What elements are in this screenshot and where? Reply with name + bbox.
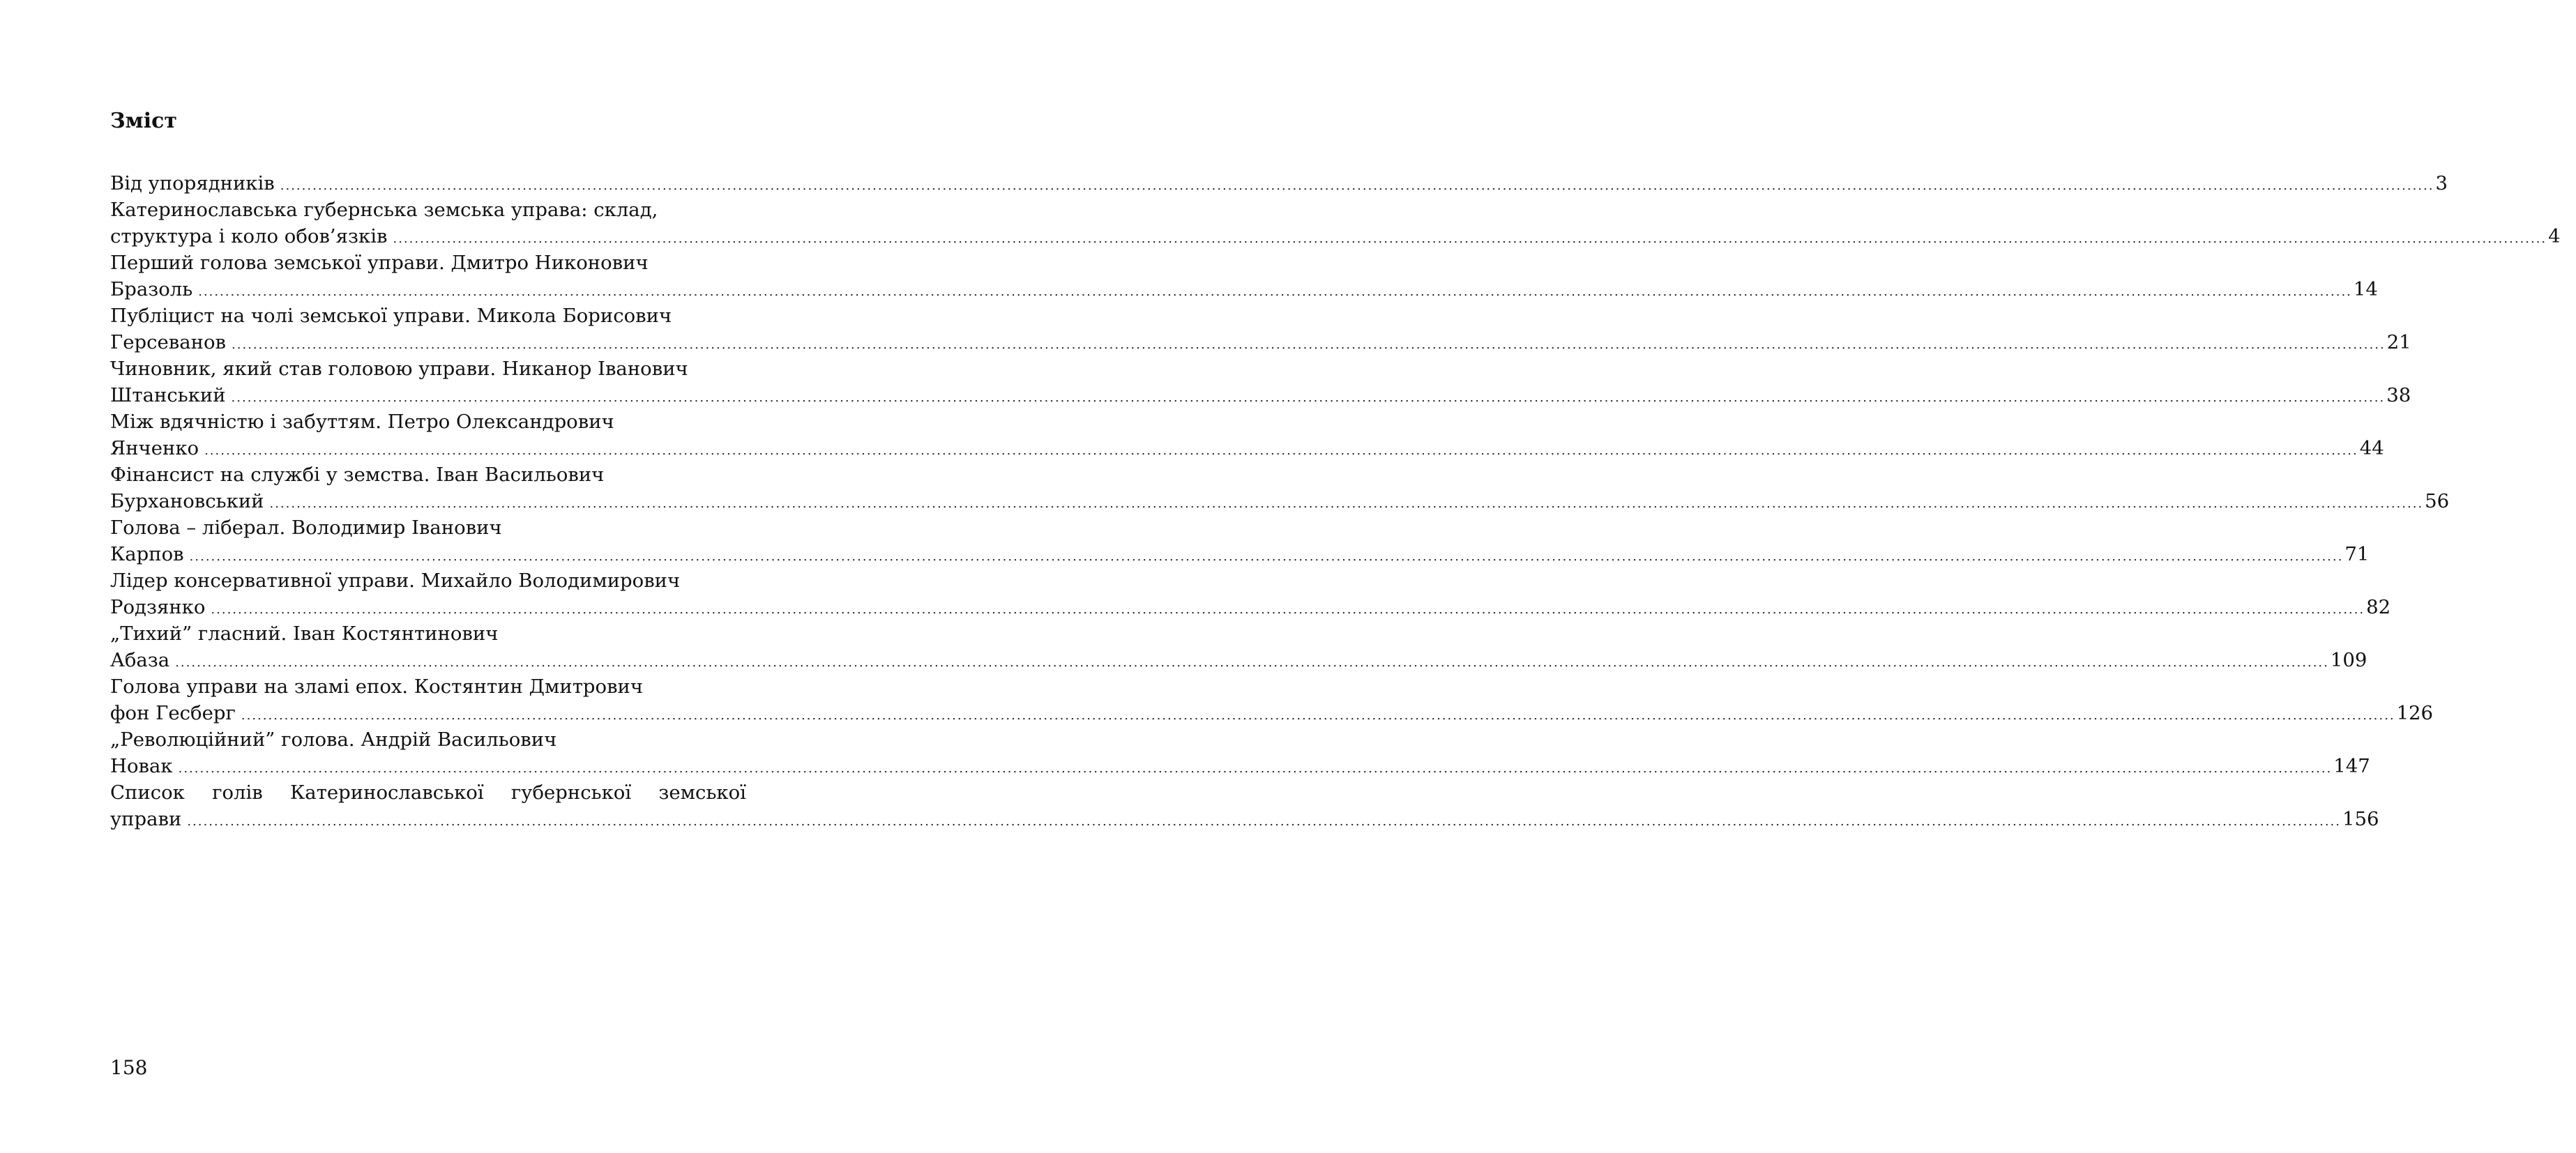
toc-entry-page-number: 4: [2548, 225, 2561, 247]
toc-entry-leader-line: [110, 329, 2411, 356]
toc-entry-title-end: Новак: [110, 755, 173, 777]
dot-leader: ................................................................................................................................................................................................................................................................................................................................................................................................................: [280, 178, 2434, 193]
toc-entry[interactable]: [110, 170, 2448, 197]
toc-entry[interactable]: [110, 250, 2378, 303]
dot-leader: ................................................................................................................................................................................................................................................................................................................................................................................................................: [241, 708, 2395, 723]
justified-word: Список: [110, 781, 185, 804]
justified-word: Катеринославської: [290, 781, 484, 804]
toc-entry-page-number: 38: [2386, 384, 2411, 406]
toc-entry-title-end: Абаза: [110, 649, 170, 671]
dot-leader: ................................................................................................................................................................................................................................................................................................................................................................................................................: [175, 655, 2329, 670]
toc-entry-leader-line: [110, 700, 2434, 726]
table-of-contents: [110, 170, 2561, 832]
toc-entry-title-line: Лідер консервативної управи. Михайло Володимирович: [110, 570, 681, 592]
toc-entry-leader-line: [110, 170, 2448, 197]
dot-leader: ................................................................................................................................................................................................................................................................................................................................................................................................................: [231, 390, 2386, 405]
dot-leader: ................................................................................................................................................................................................................................................................................................................................................................................................................: [393, 231, 2547, 246]
toc-entry[interactable]: [110, 514, 2370, 567]
toc-entry-title-line: Катеринославська губернська земська управа: склад,: [110, 199, 658, 221]
toc-entry-page-number: 126: [2396, 702, 2434, 724]
toc-entry-page-number: 56: [2425, 490, 2450, 512]
justified-word: земської: [658, 781, 746, 804]
toc-entry-page-number: 3: [2435, 172, 2448, 194]
dot-leader: ................................................................................................................................................................................................................................................................................................................................................................................................................: [211, 602, 2365, 617]
toc-entry-leader-line: [110, 223, 2561, 250]
toc-entry-title-end: управи: [110, 808, 182, 830]
justified-word: губернської: [510, 781, 632, 804]
toc-entry-page-number: 109: [2330, 649, 2367, 671]
toc-entry-title-line: „Тихий” гласний. Іван Костянтинович: [110, 623, 499, 645]
dot-leader: ................................................................................................................................................................................................................................................................................................................................................................................................................: [187, 814, 2341, 829]
toc-entry[interactable]: [110, 726, 2370, 779]
dot-leader: ................................................................................................................................................................................................................................................................................................................................................................................................................: [178, 761, 2333, 776]
toc-entry-title-end: Бурхановський: [110, 490, 264, 512]
toc-entry-page-number: 82: [2366, 596, 2391, 618]
toc-entry-leader-line: [110, 435, 2384, 461]
toc-entry[interactable]: [110, 567, 2391, 620]
toc-entry-page-number: 156: [2342, 808, 2379, 830]
toc-entry[interactable]: [110, 197, 2561, 250]
toc-entry-title-end: Бразоль: [110, 278, 193, 300]
toc-entry-title-end: Від упорядників: [110, 172, 275, 194]
toc-entry-leader-line: [110, 647, 2367, 673]
toc-entry-title-line: Між вдячністю і забуттям. Петро Олександрович: [110, 411, 614, 433]
dot-leader: ................................................................................................................................................................................................................................................................................................................................................................................................................: [198, 284, 2352, 299]
dot-leader: ................................................................................................................................................................................................................................................................................................................................................................................................................: [204, 443, 2358, 458]
toc-entry[interactable]: [110, 408, 2384, 461]
toc-entry-title-line: Голова управи на зламі епох. Костянтин Дмитрович: [110, 675, 644, 698]
toc-entry-leader-line: [110, 488, 2450, 514]
toc-entry[interactable]: [110, 673, 2434, 726]
toc-entry-title-line: Перший голова земської управи. Дмитро Никонович: [110, 252, 649, 274]
toc-entry-title-end: Штанський: [110, 384, 226, 406]
toc-entry-title-end: Карпов: [110, 543, 184, 565]
toc-entry-title-line: Публіцист на чолі земської управи. Микола Борисович: [110, 305, 672, 327]
page-number: 158: [110, 1056, 148, 1079]
toc-entry-title-end: структура і коло обов’язків: [110, 225, 388, 247]
toc-entry-title-line: „Революційний” голова. Андрій Васильович: [110, 728, 557, 751]
toc-entry-leader-line: [110, 753, 2370, 779]
toc-entry-leader-line: [110, 806, 2379, 832]
toc-entry[interactable]: [110, 356, 2411, 408]
toc-entry-leader-line: [110, 541, 2370, 567]
toc-entry-page-number: 21: [2386, 331, 2411, 353]
dot-leader: ................................................................................................................................................................................................................................................................................................................................................................................................................: [269, 496, 2424, 511]
toc-entry[interactable]: [110, 461, 2450, 514]
toc-entry-title-line: Голова – ліберал. Володимир Іванович: [110, 517, 502, 539]
toc-entry-leader-line: [110, 594, 2391, 620]
toc-entry-title-line: Фінансист на службі у земства. Іван Васильович: [110, 464, 605, 486]
justified-word: голів: [212, 781, 263, 804]
toc-entry-title-end: Герсеванов: [110, 331, 227, 353]
toc-entry-leader-line: [110, 382, 2411, 408]
toc-entry[interactable]: [110, 779, 2379, 832]
toc-entry-page-number: 14: [2353, 278, 2378, 300]
toc-entry-page-number: 44: [2359, 437, 2384, 459]
toc-entry-leader-line: [110, 276, 2378, 303]
toc-entry[interactable]: [110, 620, 2367, 673]
toc-entry-title-end: Родзянко: [110, 596, 206, 618]
toc-entry[interactable]: [110, 303, 2411, 356]
toc-entry-title-line: Чиновник, який став головою управи. Никанор Іванович: [110, 358, 688, 380]
toc-heading: Зміст: [110, 109, 177, 133]
toc-entry-page-number: 71: [2344, 543, 2370, 565]
dot-leader: ................................................................................................................................................................................................................................................................................................................................................................................................................: [189, 549, 2344, 564]
toc-entry-title-line: [110, 779, 746, 806]
dot-leader: ................................................................................................................................................................................................................................................................................................................................................................................................................: [232, 337, 2386, 352]
toc-entry-page-number: 147: [2333, 755, 2370, 777]
toc-entry-title-end: Янченко: [110, 437, 199, 459]
toc-entry-title-end: фон Гесберг: [110, 702, 236, 724]
